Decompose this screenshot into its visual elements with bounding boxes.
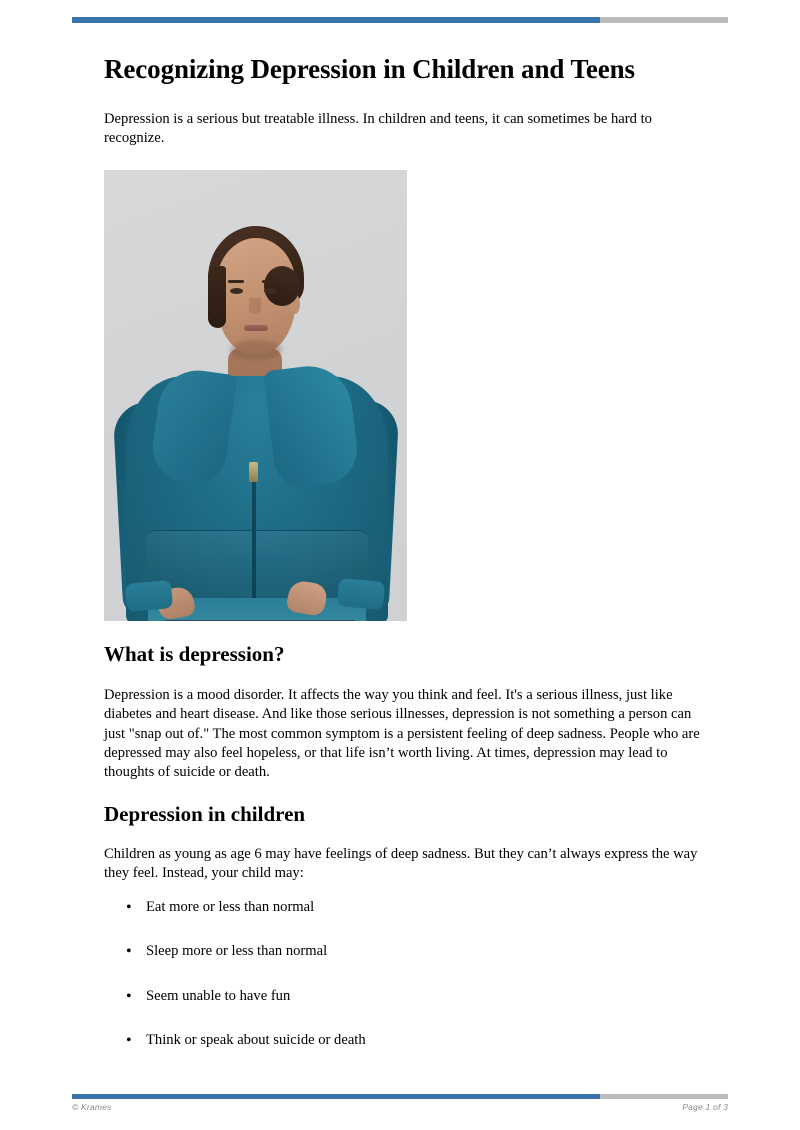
hair-side-strand (208, 266, 226, 328)
section-paragraph-what-is-depression: Depression is a mood disorder. It affects the way you think and feel. It's a serious illness, just like diabetes and heart disease. And like those serious illnesses, depression is not something a person can just "snap out of." The most common symptom is a persistent feeling of deep sadness. People who are depressed may also feel hopeless, or that life isn’t worth living. At times, depression may lead to thoughts of suicide or death. (104, 686, 700, 781)
right-eyebrow (262, 280, 278, 283)
footer-copyright: © Krames (72, 1102, 112, 1112)
section-paragraph-depression-in-children: Children as young as age 6 may have feelings of deep sadness. But they can’t always express the way they feel. Instead, your child may: (104, 845, 698, 882)
list-item: • Eat more or less than normal (146, 898, 712, 917)
photo-illustration (104, 170, 407, 621)
footer (72, 1102, 728, 1112)
article-photo (104, 170, 407, 621)
page-title: Recognizing Depression in Children and Teens (104, 54, 635, 84)
header-rule (72, 17, 728, 23)
jeans (160, 620, 360, 621)
list-item: • Think or speak about suicide or death (146, 1031, 712, 1050)
hoodie-left-cuff (125, 580, 173, 612)
mouth (244, 325, 268, 331)
symptom-list (104, 898, 712, 1051)
section-heading-depression-in-children: Depression in children (104, 801, 306, 826)
left-eyebrow (228, 280, 244, 283)
intro-paragraph: Depression is a serious but treatable illness. In children and teens, it can sometimes be hard to recognize. (104, 110, 652, 147)
list-item: • Seem unable to have fun (146, 987, 712, 1006)
hoodie-zipper-pull (249, 462, 258, 482)
footer-page-number: Page 1 of 3 (682, 1102, 728, 1112)
nose (249, 298, 261, 314)
footer-rule-gray-segment (600, 1094, 728, 1099)
content-column (104, 52, 712, 1075)
list-item: • Sleep more or less than normal (146, 942, 712, 961)
section-heading-what-is-depression: What is depression? (104, 642, 285, 667)
footer-rule (72, 1094, 728, 1099)
footer-rule-blue-segment (72, 1094, 600, 1099)
hoodie-right-cuff (337, 578, 385, 610)
header-rule-gray-segment (600, 17, 728, 23)
header-rule-blue-segment (72, 17, 600, 23)
